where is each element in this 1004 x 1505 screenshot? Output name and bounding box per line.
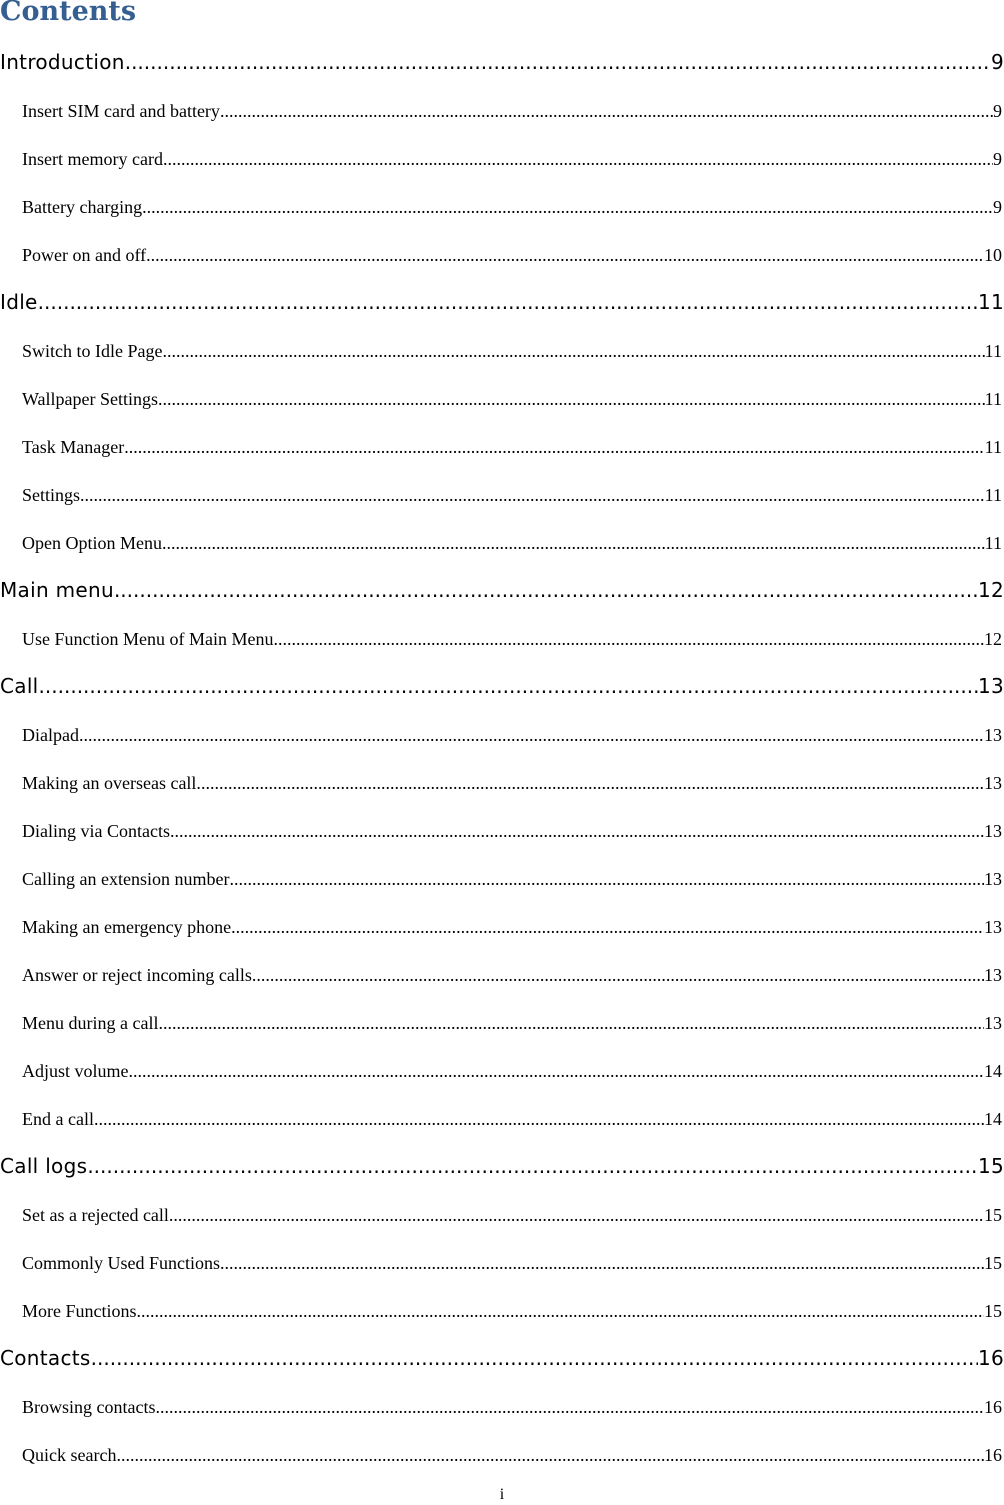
toc-entry-page: 16 [984, 1397, 1002, 1417]
dot-leader [252, 965, 984, 986]
toc-entry-title: More Functions [22, 1301, 137, 1321]
toc-entry-title: Insert SIM card and battery [22, 101, 220, 121]
toc-chapter-entry[interactable] [0, 1154, 1004, 1184]
toc-entry-title: Use Function Menu of Main Menu [22, 629, 274, 649]
dot-leader [158, 1013, 984, 1034]
toc-section-entry[interactable] [22, 965, 1002, 989]
toc-entry-title: Set as a rejected call [22, 1205, 169, 1225]
toc-entry-page: 16 [984, 1445, 1002, 1465]
toc-entry-page: 12 [984, 629, 1002, 649]
toc-section-entry[interactable] [22, 533, 1002, 557]
dot-leader [220, 1253, 984, 1274]
dot-leader [170, 821, 984, 842]
toc-section-entry[interactable] [22, 773, 1002, 797]
dot-leader [162, 533, 985, 554]
dot-leader [91, 1346, 978, 1370]
toc-entry-title: Settings [22, 485, 81, 505]
toc-section-entry[interactable] [22, 101, 1002, 125]
dot-leader [94, 1109, 984, 1130]
toc-section-entry[interactable] [22, 629, 1002, 653]
toc-entry-page: 13 [984, 773, 1002, 793]
toc-section-entry[interactable] [22, 197, 1002, 221]
toc-entry-title: Commonly Used Functions [22, 1253, 221, 1273]
toc-entry-page: 13 [984, 917, 1002, 937]
toc-entry-title: Power on and off [22, 245, 147, 265]
toc-entry-page: 13 [984, 821, 1002, 841]
toc-entry-page: 13 [977, 674, 1004, 698]
toc-entry-title: Insert memory card [22, 149, 163, 169]
toc-entry-title: Task Manager [22, 437, 125, 457]
toc-entry-title: Making an overseas call. [22, 773, 201, 793]
toc-entry-title: Wallpaper Settings [22, 389, 159, 409]
toc-entry-page: 13 [984, 869, 1002, 889]
toc-section-entry[interactable] [22, 1445, 1002, 1469]
toc-section-entry[interactable] [22, 869, 1002, 893]
dot-leader [142, 197, 993, 218]
toc-section-entry[interactable] [22, 389, 1002, 413]
toc-entry-title: Browsing contacts [22, 1397, 156, 1417]
toc-entry-page: 11 [984, 341, 1002, 361]
dot-leader [38, 290, 978, 314]
dot-leader [163, 149, 993, 170]
dot-leader [231, 917, 984, 938]
toc-entry-page: 11 [984, 437, 1002, 457]
toc-entry-page: 11 [984, 389, 1002, 409]
toc-entry-page: 11 [984, 533, 1002, 553]
dot-leader [137, 1301, 985, 1322]
toc-section-entry[interactable] [22, 917, 1002, 941]
toc-entry-page: 13 [984, 965, 1002, 985]
toc-entry-title: Answer or reject incoming calls [22, 965, 252, 985]
dot-leader [162, 341, 984, 362]
toc-section-entry[interactable] [22, 485, 1002, 509]
toc-section-entry[interactable] [22, 1109, 1002, 1133]
toc-entry-page: 12 [977, 578, 1004, 602]
toc-entry-title: Dialing via Contacts [22, 821, 170, 841]
toc-section-entry[interactable] [22, 245, 1002, 269]
dot-leader [169, 1205, 984, 1226]
toc-entry-title: Menu during a call [22, 1013, 159, 1033]
toc-entry-page: 14 [984, 1109, 1002, 1129]
toc-entry-title: Call logs [0, 1154, 88, 1178]
toc-section-entry[interactable] [22, 1205, 1002, 1229]
toc-section-entry[interactable] [22, 1013, 1002, 1037]
dot-leader [124, 437, 984, 458]
toc-entry-title: End a call [22, 1109, 94, 1129]
dot-leader [116, 1445, 984, 1466]
toc-entry-page: 14 [984, 1061, 1002, 1081]
toc-section-entry[interactable] [22, 341, 1002, 365]
toc-entry-page: 15 [984, 1253, 1002, 1273]
toc-entry-title: Main menu [0, 578, 114, 602]
dot-leader [158, 389, 985, 410]
toc-entry-page: 15 [984, 1205, 1002, 1225]
toc-entry-page: 9 [990, 50, 1004, 74]
toc-section-entry[interactable] [22, 149, 1002, 173]
contents-heading: Contents [0, 0, 137, 27]
dot-leader [229, 869, 984, 890]
toc-entry-page: 15 [984, 1301, 1002, 1321]
page-number-footer: i [499, 1486, 505, 1503]
dot-leader [80, 485, 985, 506]
dot-leader [129, 1061, 985, 1082]
toc-entry-title: Open Option Menu [22, 533, 162, 553]
dot-leader [87, 1154, 978, 1178]
dot-leader [39, 674, 978, 698]
toc-entry-page: 10 [984, 245, 1002, 265]
dot-leader [79, 725, 984, 746]
toc-entry-page: 11 [984, 485, 1002, 505]
toc-entry-page: 16 [977, 1346, 1004, 1370]
dot-leader [201, 773, 984, 794]
toc-entry-title: Contacts [0, 1346, 91, 1370]
dot-leader [155, 1397, 984, 1418]
toc-entry-page: 13 [984, 725, 1002, 745]
dot-leader [125, 50, 991, 74]
toc-entry-page: 15 [977, 1154, 1004, 1178]
toc-section-entry[interactable] [22, 821, 1002, 845]
toc-entry-title: Making an emergency phone [22, 917, 232, 937]
dot-leader [220, 101, 993, 122]
toc-entry-page: 9 [993, 149, 1002, 169]
toc-entry-title: Switch to Idle Page [22, 341, 163, 361]
dot-leader [114, 578, 978, 602]
dot-leader [273, 629, 984, 650]
toc-entry-title: Adjust volume [22, 1061, 129, 1081]
toc-chapter-entry[interactable] [0, 50, 1004, 80]
toc-section-entry[interactable] [22, 1397, 1002, 1421]
toc-entry-title: Calling an extension number [22, 869, 230, 889]
toc-chapter-entry[interactable] [0, 290, 1004, 320]
toc-entry-title: Quick search [22, 1445, 117, 1465]
toc-section-entry[interactable] [22, 437, 1002, 461]
toc-section-entry[interactable] [22, 1301, 1002, 1325]
toc-entry-title: Dialpad [22, 725, 79, 745]
toc-entry-title: Introduction [0, 50, 125, 74]
toc-entry-page: 11 [977, 290, 1004, 314]
toc-section-entry[interactable] [22, 1061, 1002, 1085]
toc-entry-title: Call [0, 674, 39, 698]
dot-leader [146, 245, 984, 266]
toc-chapter-entry[interactable] [0, 674, 1004, 704]
toc-entry-page: 13 [984, 1013, 1002, 1033]
toc-section-entry[interactable] [22, 725, 1002, 749]
toc-entry-page: 9 [993, 101, 1002, 121]
toc-chapter-entry[interactable] [0, 578, 1004, 608]
toc-entry-title: Idle [0, 290, 38, 314]
toc-entry-title: Battery charging [22, 197, 143, 217]
toc-entry-page: 9 [993, 197, 1002, 217]
toc-section-entry[interactable] [22, 1253, 1002, 1277]
toc-chapter-entry[interactable] [0, 1346, 1004, 1376]
